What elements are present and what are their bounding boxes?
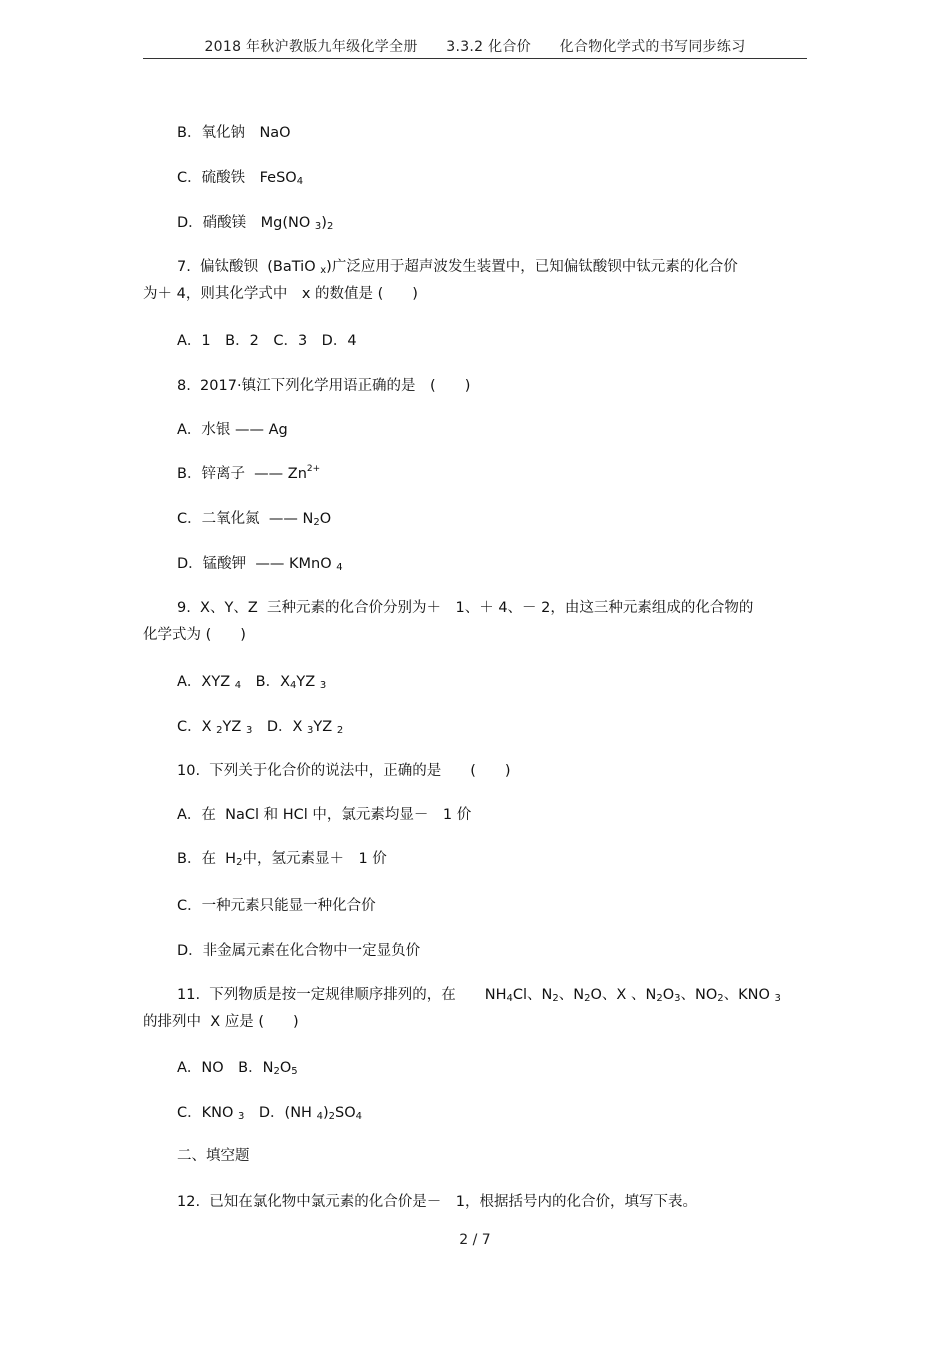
q7-stem-line1: 7. 偏钛酸钡 (BaTiO $_x$)广泛应用于超声波发生装置中，已知偏钛酸钡中钛元素的化合价 (177, 259, 738, 276)
q8-stem: 8. 2017·镇江下列化学用语正确的是 ( ) (177, 378, 471, 394)
q10-option-b: B．在 $H_2$中，氢元素显＋ 1 价 (177, 851, 387, 868)
q8-option-a: A．水银 —— Ag (177, 422, 288, 438)
q10-option-d: D．非金属元素在化合物中一定显负价 (177, 943, 421, 959)
q8-option-b: B．锌离子 —— $Zn^{2+}$ (177, 464, 321, 482)
q10-option-a: A．在 NaCl 和 HCl 中，氯元素均显－ 1 价 (177, 807, 472, 823)
q12-stem: 12. 已知在氯化物中氯元素的化合价是－ 1，根据括号内的化合价，填写下表。 (177, 1194, 698, 1210)
q8-option-d: D．锰酸钾 —— KMnO $_4$ (177, 556, 343, 573)
q9-options-ab: A．XYZ $_4$ B．$X_4YZ$ $_3$ (177, 674, 327, 691)
q11-stem-line2: 的排列中 X 应是 ( ) (143, 1014, 299, 1030)
q10-stem: 10. 下列关于化合价的说法中，正确的是 ( ) (177, 763, 511, 779)
q10-option-c: C．一种元素只能显一种化合价 (177, 898, 376, 914)
q11-options-cd: C．KNO $_3$ D．(NH $_4)_2SO_4$ (177, 1105, 362, 1122)
q11-options-ab: A．NO B．$N_2O_5$ (177, 1060, 298, 1077)
q7-options: A．1 B．2 C．3 D．4 (177, 333, 357, 349)
page-header: 2018 年秋沪教版九年级化学全册 3.3.2 化合价 化合物化学式的书写同步练习 (204, 39, 746, 55)
q6-option-b: B．氧化钠 NaO (177, 125, 291, 141)
page-number: 2 / 7 (459, 1232, 491, 1248)
q7-stem-line2: 为＋ 4，则其化学式中 x 的数值是 ( ) (143, 286, 418, 302)
q8-option-c: C．二氧化氮 —— $N_2O$ (177, 511, 332, 528)
q6-option-c: C．硫酸铁 FeSO$_4$ (177, 170, 304, 187)
q6-option-d: D．硝酸镁 Mg(NO $_3)_2$ (177, 215, 334, 232)
q9-options-cd: C．X $_2$YZ $_3$ D．X $_3$YZ $_2$ (177, 719, 344, 736)
q9-stem-line1: 9. X、Y、Z 三种元素的化合价分别为＋ 1、＋ 4、－ 2，由这三种元素组成的化合物的 (177, 600, 754, 616)
q9-stem-line2: 化学式为 ( ) (143, 627, 246, 643)
section-fill-in-title: 二、填空题 (177, 1148, 250, 1164)
q11-stem-line1: 11. 下列物质是按一定规律顺序排列的，在 $NH_4Cl$、$N_2$、$N_2O$、X 、$N_2O_3$、$NO_2$、KNO $_3$ (177, 987, 781, 1004)
header-rule (143, 58, 807, 59)
